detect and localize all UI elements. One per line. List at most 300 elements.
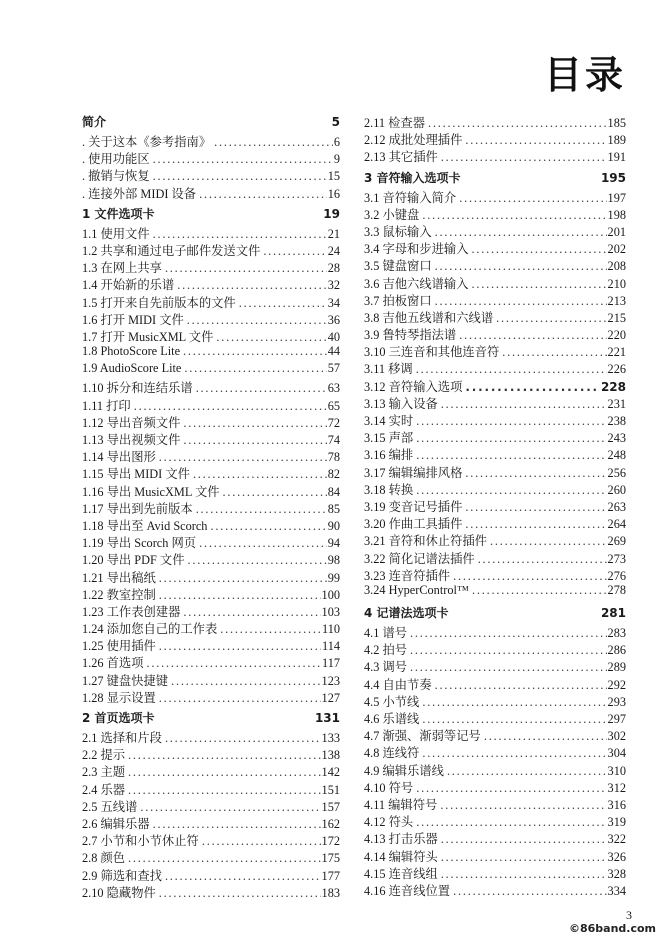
entry-label: 1.19 导出 Scorch 网页 <box>82 536 197 551</box>
dot-leader <box>128 748 321 763</box>
entry-label: 4.3 调号 <box>364 660 408 675</box>
dot-leader <box>159 639 321 654</box>
dot-leader <box>140 800 320 815</box>
dot-leader <box>153 169 327 184</box>
dot-leader <box>441 850 607 865</box>
entry-page: 269 <box>607 534 626 549</box>
section-title: 1 文件选项卡 <box>82 206 155 221</box>
entry-label: 1.9 AudioScore Lite <box>82 361 182 376</box>
entry-page: 78 <box>327 450 340 465</box>
toc-entry[interactable] <box>82 814 340 831</box>
dot-leader <box>502 345 606 360</box>
toc-entry[interactable] <box>82 413 340 430</box>
toc-entry[interactable] <box>82 310 340 327</box>
entry-label: 4.2 拍号 <box>364 643 408 658</box>
entry-page: 297 <box>607 712 626 726</box>
dot-leader <box>416 781 606 796</box>
entry-page: 283 <box>607 626 626 641</box>
entry-page: 100 <box>321 587 340 602</box>
entry-label: 3.7 拍板窗口 <box>364 293 432 308</box>
toc-entry[interactable] <box>364 188 626 205</box>
entry-label: 2.1 选择和片段 <box>82 731 162 745</box>
toc-entry[interactable] <box>82 533 340 550</box>
dot-leader <box>216 330 326 345</box>
entry-label: 3.15 声部 <box>364 431 414 446</box>
toc-section-heading[interactable] <box>364 169 626 188</box>
entry-label: 1.10 拆分和连结乐谱 <box>82 381 193 396</box>
toc-entry[interactable] <box>364 657 626 674</box>
dot-leader <box>183 433 326 448</box>
toc-entry[interactable] <box>364 583 626 600</box>
toc-section-heading[interactable] <box>82 709 340 728</box>
entry-label: 2.2 提示 <box>82 748 126 763</box>
entry-label: 3.18 转换 <box>364 482 414 497</box>
section-page: 281 <box>600 606 626 621</box>
dot-leader <box>435 259 607 274</box>
entry-page: 273 <box>607 551 626 566</box>
entry-label: 3.6 吉他六线谱输入 <box>364 276 469 291</box>
toc-entry[interactable] <box>364 411 626 428</box>
entry-page: 260 <box>607 482 626 497</box>
toc-entry[interactable] <box>82 516 340 533</box>
entry-label: 3.21 音符和休止符插件 <box>364 534 487 549</box>
toc-entry[interactable] <box>82 184 340 201</box>
toc-entry[interactable] <box>82 132 340 149</box>
dot-leader <box>159 588 321 603</box>
entry-label: 4.11 编辑符号 <box>364 797 438 812</box>
toc-entry[interactable] <box>364 222 626 239</box>
dot-leader <box>422 695 606 710</box>
entry-page: 172 <box>321 834 340 849</box>
entry-page: 103 <box>321 604 340 619</box>
toc-entry[interactable] <box>364 778 626 795</box>
dot-leader <box>459 328 606 343</box>
entry-page: 191 <box>607 150 626 165</box>
entry-page: 304 <box>607 746 626 761</box>
toc-entry[interactable] <box>82 499 340 516</box>
section-page: 5 <box>331 115 340 129</box>
toc-entry[interactable] <box>82 275 340 292</box>
toc-entry[interactable] <box>364 812 626 829</box>
entry-label: . 撤销与恢复 <box>82 169 150 184</box>
entry-label: 1.12 导出音频文件 <box>82 415 181 430</box>
entry-label: 2.9 筛选和查找 <box>82 868 162 883</box>
entry-page: 310 <box>607 763 626 778</box>
dot-leader <box>416 483 606 498</box>
page-title: 目录 <box>543 53 626 97</box>
dot-leader <box>465 133 606 148</box>
dot-leader <box>159 450 327 465</box>
dot-leader <box>199 536 327 551</box>
entry-page: 248 <box>607 448 626 463</box>
entry-label: 3.1 音符输入简介 <box>364 190 457 205</box>
entry-label: 4.13 打击乐器 <box>364 832 438 847</box>
dot-leader <box>188 553 327 568</box>
entry-page: 322 <box>607 832 626 847</box>
entry-label: 3.24 HyperControl™ <box>364 582 469 597</box>
entry-label: 3.13 输入设备 <box>364 396 438 411</box>
entry-page: 85 <box>327 501 340 516</box>
toc-section-heading[interactable] <box>82 205 340 224</box>
dot-leader <box>183 416 326 431</box>
entry-label: 3.20 作曲工具插件 <box>364 517 463 532</box>
dot-leader <box>465 380 600 394</box>
entry-label: 4.7 渐强、渐弱等记号 <box>364 729 481 744</box>
entry-page: 213 <box>607 293 626 308</box>
section-title: 4 记谱法选项卡 <box>364 606 449 621</box>
dot-leader <box>159 571 327 586</box>
entry-label: . 使用功能区 <box>82 152 150 167</box>
entry-label: 2.5 五线谱 <box>82 799 138 814</box>
entry-label: 1.25 使用插件 <box>82 639 156 654</box>
toc-entry[interactable] <box>82 728 340 745</box>
dot-leader <box>183 605 320 620</box>
entry-label: 1.15 导出 MIDI 文件 <box>82 467 190 482</box>
entry-label: . 关于这本《参考指南》 <box>82 135 212 149</box>
dot-leader <box>239 296 327 311</box>
toc-entry[interactable] <box>364 726 626 743</box>
entry-page: 82 <box>327 467 340 482</box>
dot-leader <box>472 583 607 598</box>
entry-page: 117 <box>322 656 340 671</box>
entry-page: 151 <box>321 782 340 797</box>
entry-page: 185 <box>607 116 626 130</box>
dot-leader <box>165 731 321 746</box>
dot-leader <box>187 313 327 328</box>
dot-leader <box>441 867 607 882</box>
toc-entry[interactable] <box>364 428 626 445</box>
dot-leader <box>441 397 607 412</box>
dot-leader <box>153 152 333 167</box>
entry-page: 84 <box>327 484 340 499</box>
entry-page: 278 <box>607 582 626 597</box>
dot-leader <box>435 294 607 309</box>
entry-page: 57 <box>327 361 340 376</box>
toc-entry[interactable] <box>364 864 626 881</box>
entry-label: 3.23 连音符插件 <box>364 568 451 583</box>
toc-entry[interactable] <box>82 464 340 481</box>
entry-page: 36 <box>327 312 340 327</box>
toc-entry[interactable] <box>364 692 626 709</box>
entry-label: 4.12 符头 <box>364 815 414 830</box>
toc-entry[interactable] <box>82 550 340 567</box>
toc-entry[interactable] <box>364 847 626 864</box>
toc-entry[interactable] <box>82 688 340 705</box>
entry-label: 1.6 打开 MIDI 文件 <box>82 312 184 327</box>
entry-page: 175 <box>321 851 340 866</box>
entry-page: 138 <box>321 748 340 763</box>
entry-label: 2.4 乐器 <box>82 782 126 797</box>
dot-leader <box>465 466 606 481</box>
dot-leader <box>220 622 321 637</box>
entry-page: 328 <box>607 866 626 881</box>
toc-entry[interactable] <box>364 130 626 147</box>
entry-label: 1.24 添加您自己的工作表 <box>82 622 218 637</box>
dot-leader <box>496 311 606 326</box>
toc-column-left <box>82 113 340 900</box>
entry-page: 215 <box>607 310 626 325</box>
dot-leader <box>416 414 606 429</box>
entry-page: 208 <box>607 259 626 274</box>
entry-label: 4.10 符号 <box>364 780 414 795</box>
entry-page: 123 <box>321 673 340 688</box>
dot-leader <box>435 678 607 693</box>
toc-entry[interactable] <box>82 361 340 378</box>
entry-label: 4.5 小节线 <box>364 694 420 709</box>
entry-page: 197 <box>607 190 626 205</box>
entry-label: 2.3 主题 <box>82 765 126 780</box>
toc-entry[interactable] <box>82 831 340 848</box>
entry-page: 226 <box>607 362 626 377</box>
entry-label: 1.13 导出视频文件 <box>82 433 181 447</box>
dot-leader <box>159 691 321 706</box>
entry-page: 162 <box>321 816 340 831</box>
entry-label: 4.16 连音线位置 <box>364 883 451 898</box>
entry-page: 127 <box>321 690 340 705</box>
entry-label: . 连接外部 MIDI 设备 <box>82 186 197 201</box>
entry-label: 4.6 乐谱线 <box>364 712 420 726</box>
entry-label: 1.23 工作表创建器 <box>82 604 181 619</box>
entry-page: 94 <box>327 536 340 551</box>
dot-leader <box>447 764 607 779</box>
entry-label: 2.7 小节和小节休止符 <box>82 834 199 849</box>
dot-leader <box>484 729 607 744</box>
section-title: 3 音符输入选项卡 <box>364 170 461 185</box>
entry-page: 72 <box>327 415 340 430</box>
toc-entry[interactable] <box>364 531 626 548</box>
entry-page: 21 <box>327 226 340 241</box>
toc-entry[interactable] <box>82 482 340 499</box>
dot-leader <box>453 569 606 584</box>
dot-leader <box>210 519 326 534</box>
entry-page: 63 <box>327 381 340 396</box>
dot-leader <box>416 448 606 463</box>
dot-leader <box>202 834 321 849</box>
toc-entry[interactable] <box>82 149 340 166</box>
toc-entry[interactable] <box>82 344 340 361</box>
toc-entry[interactable] <box>364 463 626 480</box>
entry-label: 1.22 教室控制 <box>82 587 156 602</box>
toc-entry[interactable] <box>364 675 626 692</box>
entry-page: 110 <box>322 622 340 637</box>
toc-entry[interactable] <box>364 795 626 812</box>
toc-entry[interactable] <box>82 327 340 344</box>
toc-entry[interactable] <box>364 239 626 256</box>
dot-leader <box>490 534 607 549</box>
toc-entry[interactable] <box>364 881 626 898</box>
toc-entry[interactable] <box>82 797 340 814</box>
entry-label: 2.8 颜色 <box>82 851 126 866</box>
entry-page: 90 <box>327 518 340 533</box>
entry-label: 3.9 鲁特琴指法谱 <box>364 328 457 343</box>
toc-entry[interactable] <box>82 671 340 688</box>
entry-page: 40 <box>327 329 340 344</box>
toc-entry[interactable] <box>364 623 626 640</box>
dot-leader <box>416 362 607 377</box>
toc-entry[interactable] <box>82 224 340 241</box>
entry-page: 189 <box>607 133 626 148</box>
entry-page: 334 <box>607 883 626 898</box>
entry-page: 228 <box>600 379 626 394</box>
entry-label: 4.15 连音线组 <box>364 866 438 881</box>
toc-entry[interactable] <box>364 640 626 657</box>
dot-leader <box>196 381 327 396</box>
toc-entry[interactable] <box>364 566 626 583</box>
dot-leader <box>441 150 607 165</box>
toc-entry[interactable] <box>82 396 340 413</box>
toc-entry[interactable] <box>364 274 626 291</box>
dot-leader <box>128 851 321 866</box>
dot-leader <box>223 485 327 500</box>
entry-label: 3.10 三连音和其他连音符 <box>364 345 500 360</box>
toc-entry[interactable] <box>364 256 626 273</box>
toc-entry[interactable] <box>82 430 340 447</box>
entry-page: 177 <box>321 868 340 883</box>
entry-page: 65 <box>327 398 340 413</box>
entry-page: 34 <box>327 295 340 310</box>
toc-entry[interactable] <box>364 829 626 846</box>
toc-entry[interactable] <box>82 166 340 183</box>
dot-leader <box>410 626 607 641</box>
toc-entry[interactable] <box>364 497 626 514</box>
entry-label: 3.12 音符输入选项 <box>364 379 463 394</box>
toc-section-heading[interactable] <box>364 604 626 623</box>
toc-entry[interactable] <box>364 325 626 342</box>
entry-label: 1.8 PhotoScore Lite <box>82 344 181 359</box>
entry-label: 1.20 导出 PDF 文件 <box>82 553 185 568</box>
toc-column-right <box>364 113 626 898</box>
dot-leader <box>465 500 606 515</box>
toc-entry[interactable] <box>82 585 340 602</box>
toc-entry[interactable] <box>364 147 626 164</box>
dot-leader <box>416 815 606 830</box>
entry-label: 2.12 成批处理插件 <box>364 133 463 148</box>
watermark: ©86band.com <box>568 922 656 935</box>
entry-page: 231 <box>607 396 626 411</box>
entry-page: 293 <box>607 694 626 709</box>
toc-entry[interactable] <box>364 549 626 566</box>
entry-label: 1.17 导出到先前版本 <box>82 501 193 516</box>
toc-entry[interactable] <box>82 447 340 464</box>
toc-entry[interactable] <box>82 745 340 762</box>
dot-leader <box>214 135 333 150</box>
entry-label: 3.14 实时 <box>364 414 414 428</box>
page-number: 3 <box>626 908 632 922</box>
dot-leader <box>153 817 321 832</box>
toc-entry[interactable] <box>82 780 340 797</box>
toc-entry[interactable] <box>364 709 626 726</box>
entry-label: 1.27 键盘快捷键 <box>82 673 169 688</box>
entry-label: 3.11 移调 <box>364 362 413 377</box>
dot-leader <box>196 502 327 517</box>
toc-entry[interactable] <box>82 568 340 585</box>
toc-entry[interactable] <box>364 480 626 497</box>
toc-entry[interactable] <box>82 258 340 275</box>
toc-entry[interactable] <box>364 761 626 778</box>
entry-label: 1.4 开始新的乐谱 <box>82 278 175 293</box>
dot-leader <box>153 227 327 242</box>
toc-entry[interactable] <box>82 762 340 779</box>
entry-label: 3.19 变音记号插件 <box>364 499 463 514</box>
toc-entry[interactable] <box>82 293 340 310</box>
entry-page: 292 <box>607 677 626 692</box>
toc-entry[interactable] <box>82 848 340 865</box>
toc-entry[interactable] <box>82 653 340 670</box>
toc-entry[interactable] <box>82 636 340 653</box>
entry-label: 3.2 小键盘 <box>364 207 420 222</box>
toc-entry[interactable] <box>82 883 340 900</box>
toc-section-heading[interactable] <box>82 113 340 132</box>
toc-entry[interactable] <box>82 602 340 619</box>
entry-page: 133 <box>321 731 340 745</box>
section-page: 195 <box>600 170 626 185</box>
dot-leader <box>128 783 321 798</box>
toc-entry[interactable] <box>364 291 626 308</box>
entry-label: 3.22 简化记谱法插件 <box>364 551 475 566</box>
section-title: 2 首页选项卡 <box>82 711 155 725</box>
entry-label: 3.3 鼠标输入 <box>364 224 432 239</box>
dot-leader <box>472 277 607 292</box>
toc-entry[interactable] <box>82 866 340 883</box>
entry-label: 1.16 导出 MusicXML 文件 <box>82 484 220 499</box>
entry-page: 243 <box>607 431 626 446</box>
toc-entry[interactable] <box>82 241 340 258</box>
entry-page: 263 <box>607 499 626 514</box>
entry-page: 198 <box>607 207 626 222</box>
entry-page: 9 <box>333 152 340 167</box>
dot-leader <box>159 886 321 901</box>
entry-label: 3.17 编辑编排风格 <box>364 465 463 480</box>
entry-page: 114 <box>322 639 340 654</box>
entry-page: 24 <box>327 243 340 258</box>
entry-label: 3.5 键盘窗口 <box>364 259 432 274</box>
toc-entry[interactable] <box>364 342 626 359</box>
dot-leader <box>165 869 321 884</box>
toc-entry[interactable] <box>364 445 626 462</box>
toc-entry[interactable] <box>364 514 626 531</box>
entry-page: 44 <box>327 344 340 359</box>
entry-page: 319 <box>607 815 626 830</box>
toc-entry[interactable] <box>82 619 340 636</box>
toc-entry[interactable] <box>364 308 626 325</box>
dot-leader <box>478 552 607 567</box>
entry-page: 210 <box>607 276 626 291</box>
toc-entry[interactable] <box>364 359 626 376</box>
toc-entry[interactable] <box>364 394 626 411</box>
dot-leader <box>410 643 607 658</box>
entry-label: 1.18 导出至 Avid Scorch <box>82 518 208 533</box>
toc-entry[interactable] <box>364 205 626 222</box>
toc-entry[interactable] <box>82 378 340 395</box>
entry-page: 142 <box>321 765 340 780</box>
entry-page: 16 <box>327 186 340 201</box>
entry-page: 286 <box>607 643 626 658</box>
entry-label: 3.4 字母和步进输入 <box>364 242 469 257</box>
dot-leader <box>453 884 606 899</box>
entry-label: 1.5 打开来自先前版本的文件 <box>82 295 236 310</box>
dot-leader <box>171 674 320 689</box>
toc-entry[interactable] <box>364 113 626 130</box>
entry-page: 220 <box>607 328 626 343</box>
entry-label: 4.4 自由节奏 <box>364 677 432 692</box>
toc-entry[interactable] <box>364 743 626 760</box>
entry-page: 312 <box>607 780 626 795</box>
entry-page: 6 <box>333 135 340 149</box>
dot-leader <box>184 361 326 376</box>
entry-page: 264 <box>607 517 626 532</box>
entry-label: 4.1 谱号 <box>364 626 408 641</box>
toc-entry[interactable] <box>364 377 626 394</box>
